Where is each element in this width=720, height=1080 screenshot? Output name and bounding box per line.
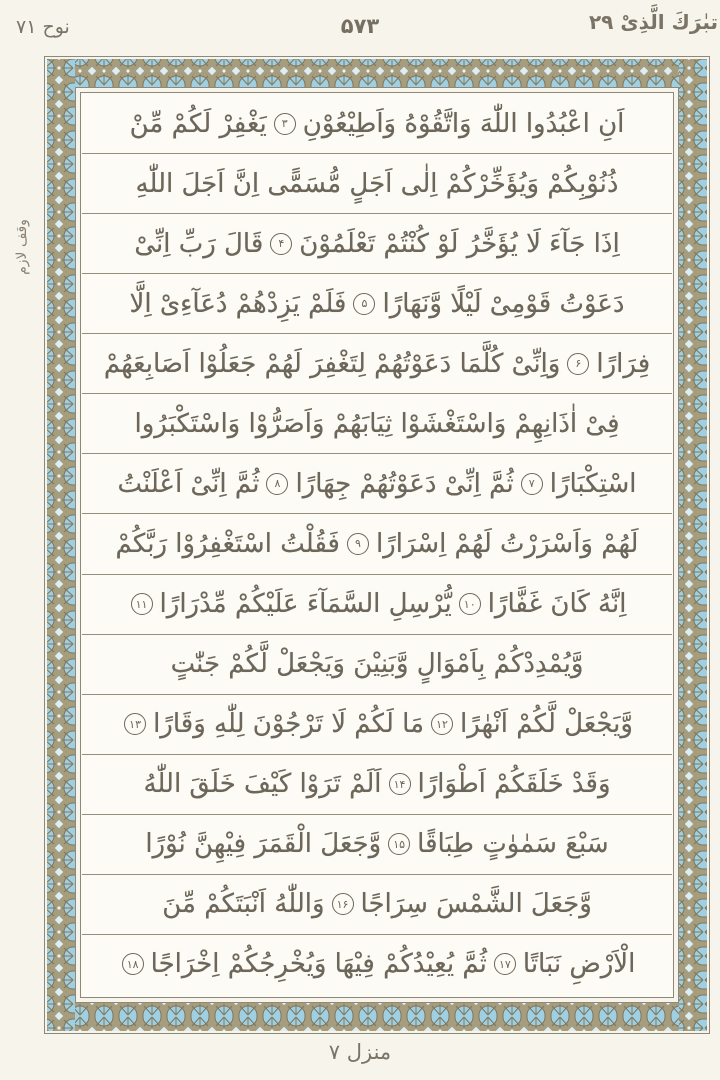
ayah-text: الْاَرْضِ نَبَاتًا: [522, 949, 636, 980]
ayah-number-marker: ۱۱: [131, 593, 153, 615]
quran-line: [82, 94, 672, 154]
ayah-text: اسْتِكْبَارًا: [549, 468, 637, 499]
ayah-number-marker: ۶: [567, 353, 589, 375]
ayah-number-marker: ۱۳: [124, 713, 146, 735]
ayah-number-marker: ۱۸: [122, 953, 144, 975]
quran-line: [82, 214, 672, 274]
quran-line: [82, 274, 672, 334]
quran-line: [82, 875, 672, 935]
ayah-text: وَّيُمْدِدْكُمْ بِاَمْوَالٍ وَّبَنِيْنَ وَيَجْعَلْ لَّكُمْ جَنّٰتٍ: [170, 649, 584, 680]
ayah-text: وَقَدْ خَلَقَكُمْ اَطْوَارًا: [417, 769, 611, 800]
ayah-number-marker: ۱۰: [459, 593, 481, 615]
quran-line: [82, 334, 672, 394]
ayah-text: ثُمَّ اِنِّىْ دَعَوْتُهُمْ جِهَارًا: [295, 468, 514, 499]
ayah-text: وَاِنِّىْ كُلَّمَا دَعَوْتُهُمْ لِتَغْفِرَ لَهُمْ جَعَلُوْا اَصَابِعَهُمْ: [103, 348, 561, 379]
ayah-number-marker: ۸: [266, 473, 288, 495]
quran-line: [82, 935, 672, 994]
ayah-text: فَلَمْ يَزِدْهُمْ دُعَآءِىْ اِلَّا: [129, 288, 347, 319]
ayah-text: وَّجَعَلَ الشَّمْسَ سِرَاجًا: [360, 889, 592, 920]
quran-line: [82, 454, 672, 514]
ayah-text: اَلَمْ تَرَوْا كَيْفَ خَلَقَ اللّٰهُ: [143, 769, 382, 800]
ayah-number-marker: ۳: [274, 113, 296, 135]
ayah-text: فِرَارًا: [596, 348, 651, 379]
ayah-number-marker: ۱۵: [388, 833, 410, 855]
quran-line: [82, 755, 672, 815]
ayah-text: لَهُمْ وَاَسْرَرْتُ لَهُمْ اِسْرَارًا: [375, 528, 639, 559]
ayah-text: يَغْفِرْ لَكُمْ مِّنْ: [129, 108, 267, 139]
ayah-number-marker: ۵: [353, 293, 375, 315]
ayah-number-marker: ۱۴: [389, 773, 411, 795]
text-area: [82, 94, 672, 994]
ayah-text: وَاللّٰهُ اَنْبَتَكُمْ مِّنَ: [162, 889, 325, 920]
manzil-label: منزل ۷: [328, 1040, 392, 1064]
page-number: ۵۷۳: [340, 14, 380, 38]
quran-line: [82, 394, 672, 454]
ayah-text: فِىْ اٰذَانِهِمْ وَاسْتَغْشَوْا ثِيَابَهُمْ وَاَصَرُّوْا وَاسْتَكْبَرُوا: [134, 408, 620, 439]
ayah-text: مَا لَكُمْ لَا تَرْجُوْنَ لِلّٰهِ وَقَارًا: [153, 709, 424, 740]
ayah-text: وَّجَعَلَ الْقَمَرَ فِيْهِنَّ نُوْرًا: [145, 829, 382, 860]
ayah-text: فَقُلْتُ اسْتَغْفِرُوْا رَبَّكُمْ: [115, 528, 340, 559]
ayah-text: دَعَوْتُ قَوْمِىْ لَيْلًا وَّنَهَارًا: [382, 288, 625, 319]
quran-line: [82, 815, 672, 875]
ayah-text: قَالَ رَبِّ اِنِّىْ: [134, 228, 264, 259]
ayah-number-marker: ۴: [270, 233, 292, 255]
ayah-text: يُّرْسِلِ السَّمَآءَ عَلَيْكُمْ مِّدْرَارًا: [159, 589, 452, 620]
quran-line: [82, 154, 672, 214]
ayah-number-marker: ۹: [347, 533, 369, 555]
ayah-text: اِنَّهُ كَانَ غَفَّارًا: [487, 589, 627, 620]
quran-line: [82, 514, 672, 574]
margin-waqf-note: [0, 192, 44, 302]
ayah-text: اِذَا جَآءَ لَا يُؤَخَّرُ لَوْ كُنْتُمْ تَعْلَمُوْنَ: [299, 228, 620, 259]
ayah-text: ثُمَّ يُعِيْدُكُمْ فِيْهَا وَيُخْرِجُكُمْ اِخْرَاجًا: [150, 949, 487, 980]
ayah-number-marker: ۷: [521, 473, 543, 495]
juz-name-label: تبٰرَكَ الَّذِىْ ۲۹: [588, 10, 718, 34]
page-header: [0, 0, 720, 56]
ayah-text: اَنِ اعْبُدُوا اللّٰهَ وَاتَّقُوْهُ وَاَطِيْعُوْنِ: [302, 108, 625, 139]
ayah-text: ثُمَّ اِنِّىْ اَعْلَنْتُ: [117, 468, 260, 499]
ayah-number-marker: ۱۶: [332, 893, 354, 915]
surah-name-label: نوح ۷۱: [16, 16, 70, 38]
ayah-text: سَبْعَ سَمٰوٰتٍ طِبَاقًا: [417, 829, 609, 860]
quran-line: [82, 695, 672, 755]
waqf-note-text: وقف لازم: [14, 219, 30, 275]
ayah-text: وَّيَجْعَلْ لَّكُمْ اَنْهٰرًا: [460, 709, 633, 740]
ayah-number-marker: ۱۲: [431, 713, 453, 735]
quran-line: [82, 575, 672, 635]
ayah-text: ذُنُوْبِكُمْ وَيُؤَخِّرْكُمْ اِلٰى اَجَلٍ مُّسَمًّى اِنَّ اَجَلَ اللّٰهِ: [135, 168, 619, 199]
ayah-number-marker: ۱۷: [494, 953, 516, 975]
quran-line: [82, 635, 672, 695]
